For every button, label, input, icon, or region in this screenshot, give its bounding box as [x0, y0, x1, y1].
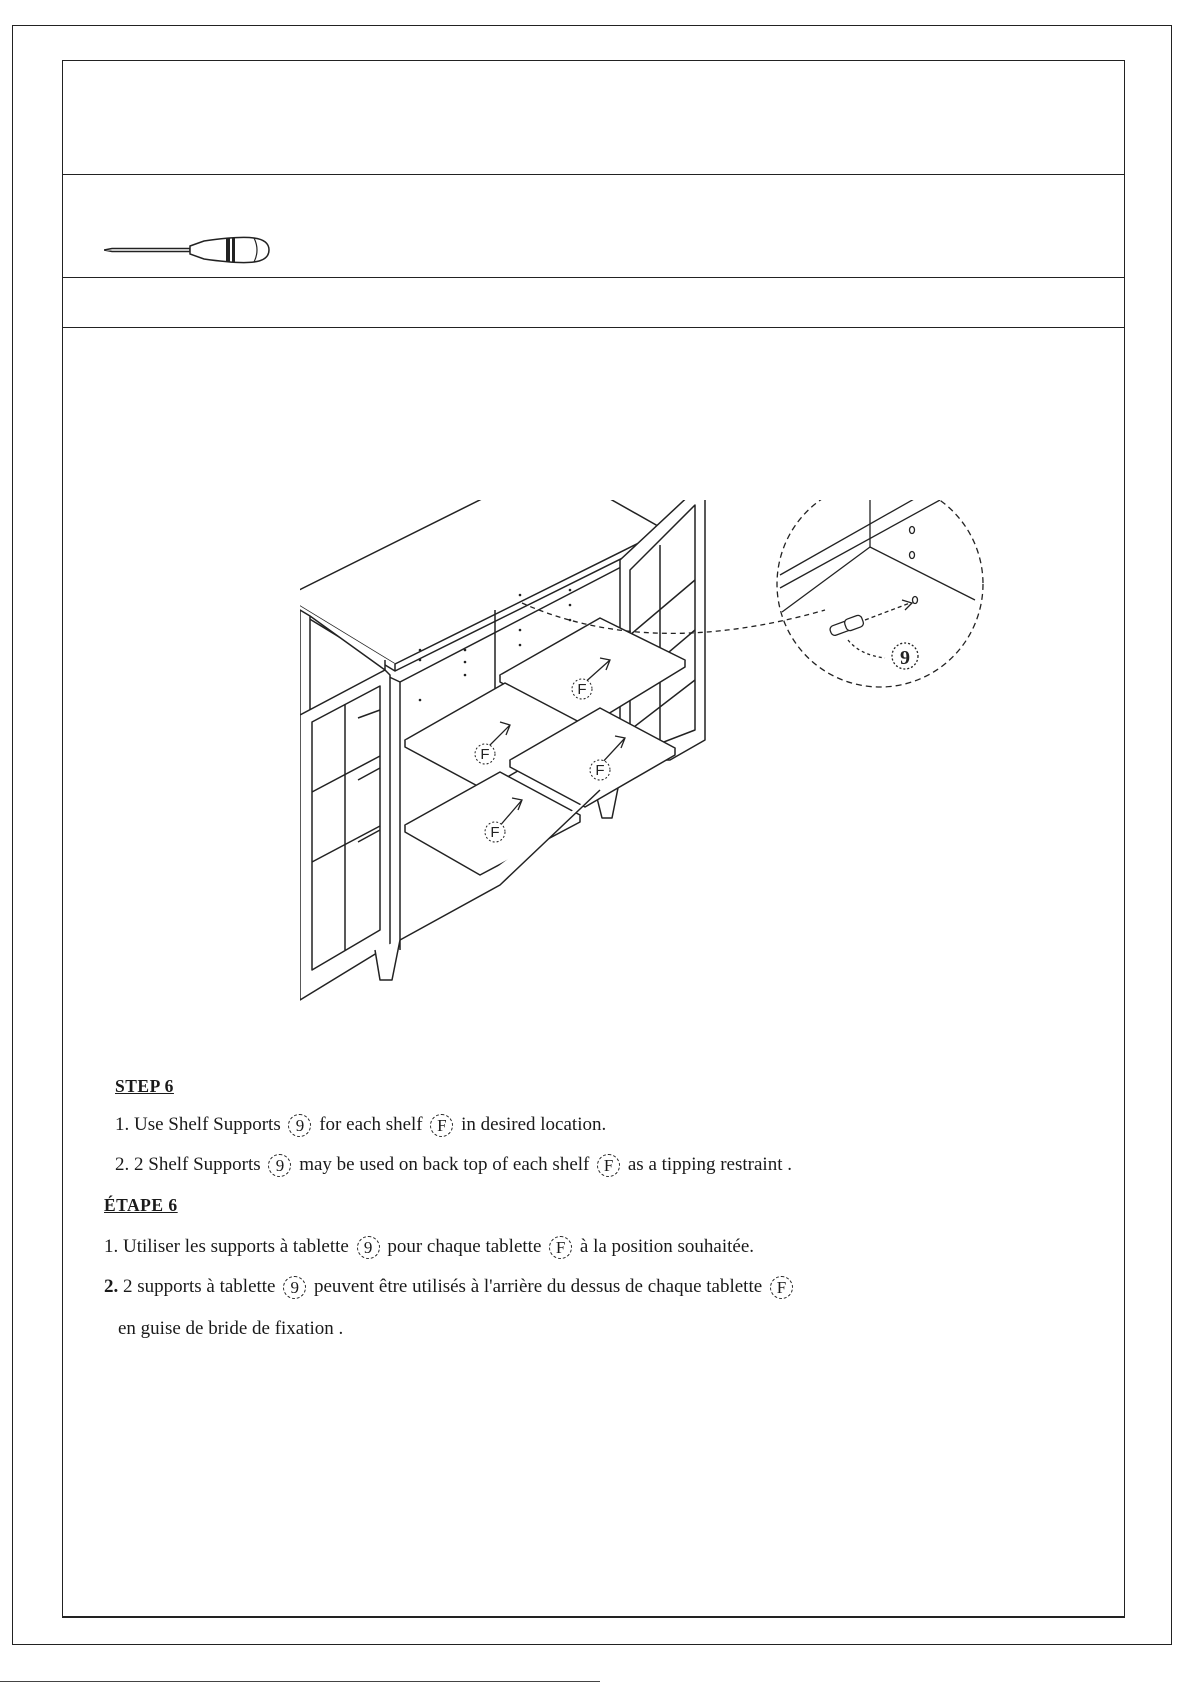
step-heading-en: STEP 6	[115, 1076, 174, 1096]
text-segment: pour chaque tablette	[387, 1236, 542, 1257]
part-ref: F	[430, 1114, 453, 1137]
part-ref: 9	[357, 1236, 380, 1259]
divider-tools	[62, 277, 1125, 278]
footer-rule	[0, 1681, 600, 1682]
text-segment: 1. Use Shelf Supports	[115, 1114, 281, 1135]
part-ref: 9	[268, 1154, 291, 1177]
bottom-border	[62, 1616, 1125, 1618]
part-ref: F	[549, 1236, 572, 1259]
step-fr-line-1	[104, 1235, 754, 1260]
part-ref: 9	[283, 1276, 306, 1299]
text-segment: peuvent être utilisés à l'arrière du dessus de chaque tablette	[314, 1276, 763, 1297]
text-segment: 2. 2 Shelf Supports	[115, 1154, 261, 1175]
text-segment: 2 supports à tablette	[123, 1276, 276, 1297]
text-segment: in desired location.	[461, 1114, 607, 1135]
text-segment: 1. Utiliser les supports à tablette	[104, 1236, 349, 1257]
shelf-label: F	[577, 681, 587, 698]
cabinet-illustration	[300, 500, 1080, 1065]
text-segment: à la position souhaitée.	[579, 1236, 755, 1257]
divider-parts	[62, 174, 1125, 175]
step-fr-line-3: en guise de bride de fixation .	[118, 1318, 344, 1339]
screwdriver-icon	[104, 232, 274, 273]
detail-part-label: 9	[900, 647, 910, 669]
text-segment: may be used on back top of each shelf	[299, 1154, 590, 1175]
step-fr-line-2	[104, 1275, 796, 1300]
shelf-label: F	[490, 824, 500, 841]
divider-header	[62, 327, 1125, 328]
part-ref: F	[597, 1154, 620, 1177]
step-en-line-2	[115, 1153, 792, 1178]
text-segment: for each shelf	[319, 1114, 423, 1135]
part-ref: 9	[288, 1114, 311, 1137]
item-number: 2.	[104, 1276, 119, 1297]
step-heading-fr: ÉTAPE 6	[104, 1195, 178, 1215]
shelf-label: F	[480, 746, 490, 763]
part-ref: F	[770, 1276, 793, 1299]
step-en-line-1	[115, 1113, 606, 1138]
text-segment: as a tipping restraint .	[627, 1154, 792, 1175]
shelf-label: F	[595, 762, 605, 779]
